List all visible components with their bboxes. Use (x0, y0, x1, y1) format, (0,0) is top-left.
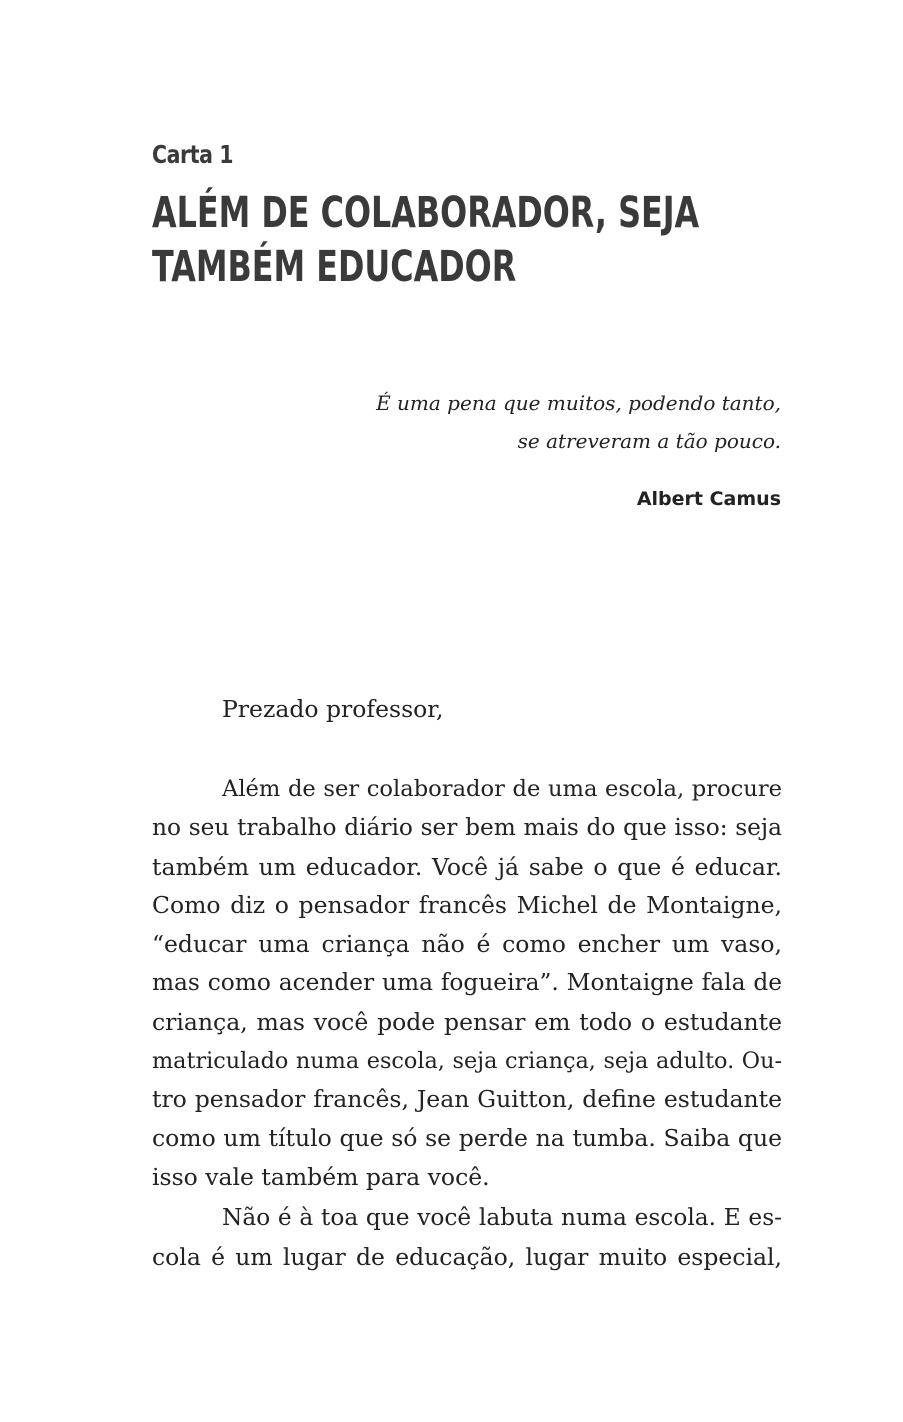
chapter-title (152, 186, 699, 294)
epigraph-line: se atreveram a tão pouco. (517, 429, 781, 453)
letter-paragraph-2 (152, 1199, 782, 1277)
text-line: matriculado numa escola, seja criança, seja adulto. Ou- (152, 1047, 782, 1074)
text-line: Não é à toa que você labuta numa escola. E es- (222, 1204, 782, 1231)
text-line: cola é um lugar de educação, lugar muito especial, (152, 1242, 782, 1271)
text-line: como um título que só se perde na tumba. Saiba que (152, 1124, 782, 1153)
chapter-label: Carta 1 (152, 140, 234, 169)
text-line: criança, mas você pode pensar em todo o estudante (152, 1007, 782, 1036)
text-line: mas como acender uma fogueira”. Montaigne fala de (152, 968, 782, 996)
letter-paragraph-1 (152, 770, 782, 1197)
letter-salutation: Prezado professor, (222, 695, 444, 723)
chapter-title-line: TAMBÉM EDUCADOR (152, 242, 517, 292)
epigraph-author: Albert Camus (636, 488, 781, 510)
text-line: Como diz o pensador francês Michel de Montaigne, (152, 891, 782, 920)
text-line: Além de ser colaborador de uma escola, procure (222, 776, 782, 802)
epigraph-quote (376, 384, 781, 460)
text-line: tro pensador francês, Jean Guitton, define estudante (152, 1085, 782, 1114)
text-line: isso vale também para você. (152, 1162, 490, 1191)
chapter-title-line: ALÉM DE COLABORADOR, SEJA (152, 188, 700, 238)
text-line: “educar uma criança não é como encher um vaso, (152, 930, 782, 959)
epigraph-line: É uma pena que muitos, podendo tanto, (376, 391, 781, 415)
text-line: no seu trabalho diário ser bem mais do que isso: seja (152, 813, 782, 841)
text-line: também um educador. Você já sabe o que é educar. (152, 852, 782, 881)
